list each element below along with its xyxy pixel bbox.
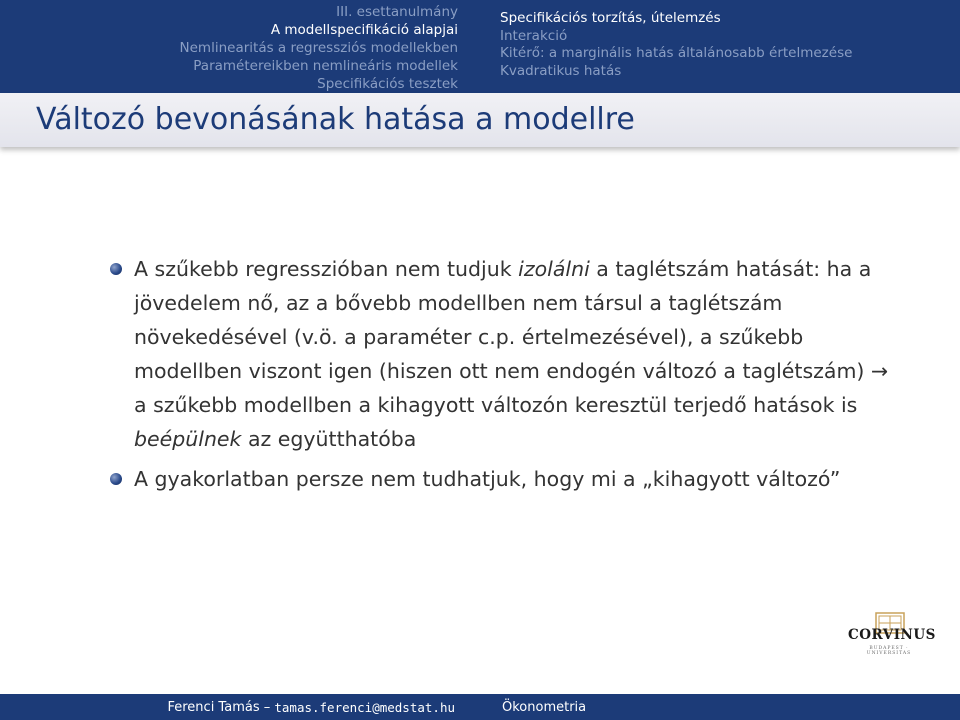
corvinus-logo [848,606,936,670]
emphasis-text: izolálni [518,257,590,281]
author-email[interactable]: tamas.ferenci@medstat.hu [274,699,455,715]
list-item [110,462,900,496]
author-name: Ferenci Tamás [167,699,260,715]
nav-subsection-specification-bias[interactable]: Specifikációs torzítás, útelemzés [500,10,721,26]
list-item [110,252,900,456]
footer-course [480,694,960,720]
section-navigation [0,0,480,93]
course-title: Ökonometria [502,699,587,715]
bullet-ball-icon [110,473,122,485]
bullet-text: A gyakorlatban persze nem tudhatjuk, hogy mi a „kihagyott változó” [134,467,841,491]
footer-bar [0,694,960,720]
navigation-bar [0,0,960,93]
nav-section-case-study[interactable]: III. esettanulmány [336,4,458,20]
nav-section-model-specification[interactable]: A modellspecifikáció alapjai [270,22,458,38]
logo-subtitle: BUDAPEST · UNIVERSITAS [866,646,912,656]
nav-section-nonlinear-models[interactable]: Paramétereikben nemlineáris modellek [193,58,458,74]
footer-author [0,694,480,720]
bullet-ball-icon [110,263,122,275]
subsection-navigation [480,0,960,93]
logo-wordmark: CORVINUS [848,627,936,643]
footer-separator: – [259,699,275,715]
slide-content [110,252,900,502]
nav-subsection-quadratic-effect[interactable]: Kvadratikus hatás [500,62,622,79]
nav-subsection-marginal-effect[interactable]: Kitérő: a marginális hatás általánosabb értelmezése [500,45,853,61]
bullet-text: A szűkebb regresszióban nem tudjuk izolálni a taglétszám hatását: ha a jövedelem nő, az a bővebb modellben nem társul a taglétszám növekedésével (v.ö. a paraméter c.p. értelmezésével), a szűkebb modellben viszont igen (hiszen ott nem endogén változó a taglétszám) → a szűkebb modellben a kihagyott változón keresztül terjedő hatások is beépülnek az együtthatóba [134,257,889,451]
nav-section-nonlinearity[interactable]: Nemlinearitás a regressziós modellekben [179,40,458,56]
page-title: Változó bevonásának hatása a modellre [36,102,635,137]
frame-title-bar [0,93,960,147]
nav-subsection-interaction[interactable]: Interakció [500,27,568,44]
right-arrow-icon: → [870,359,889,383]
emphasis-text: beépülnek [134,427,242,451]
nav-section-specification-tests[interactable]: Specifikációs tesztek [317,76,458,92]
